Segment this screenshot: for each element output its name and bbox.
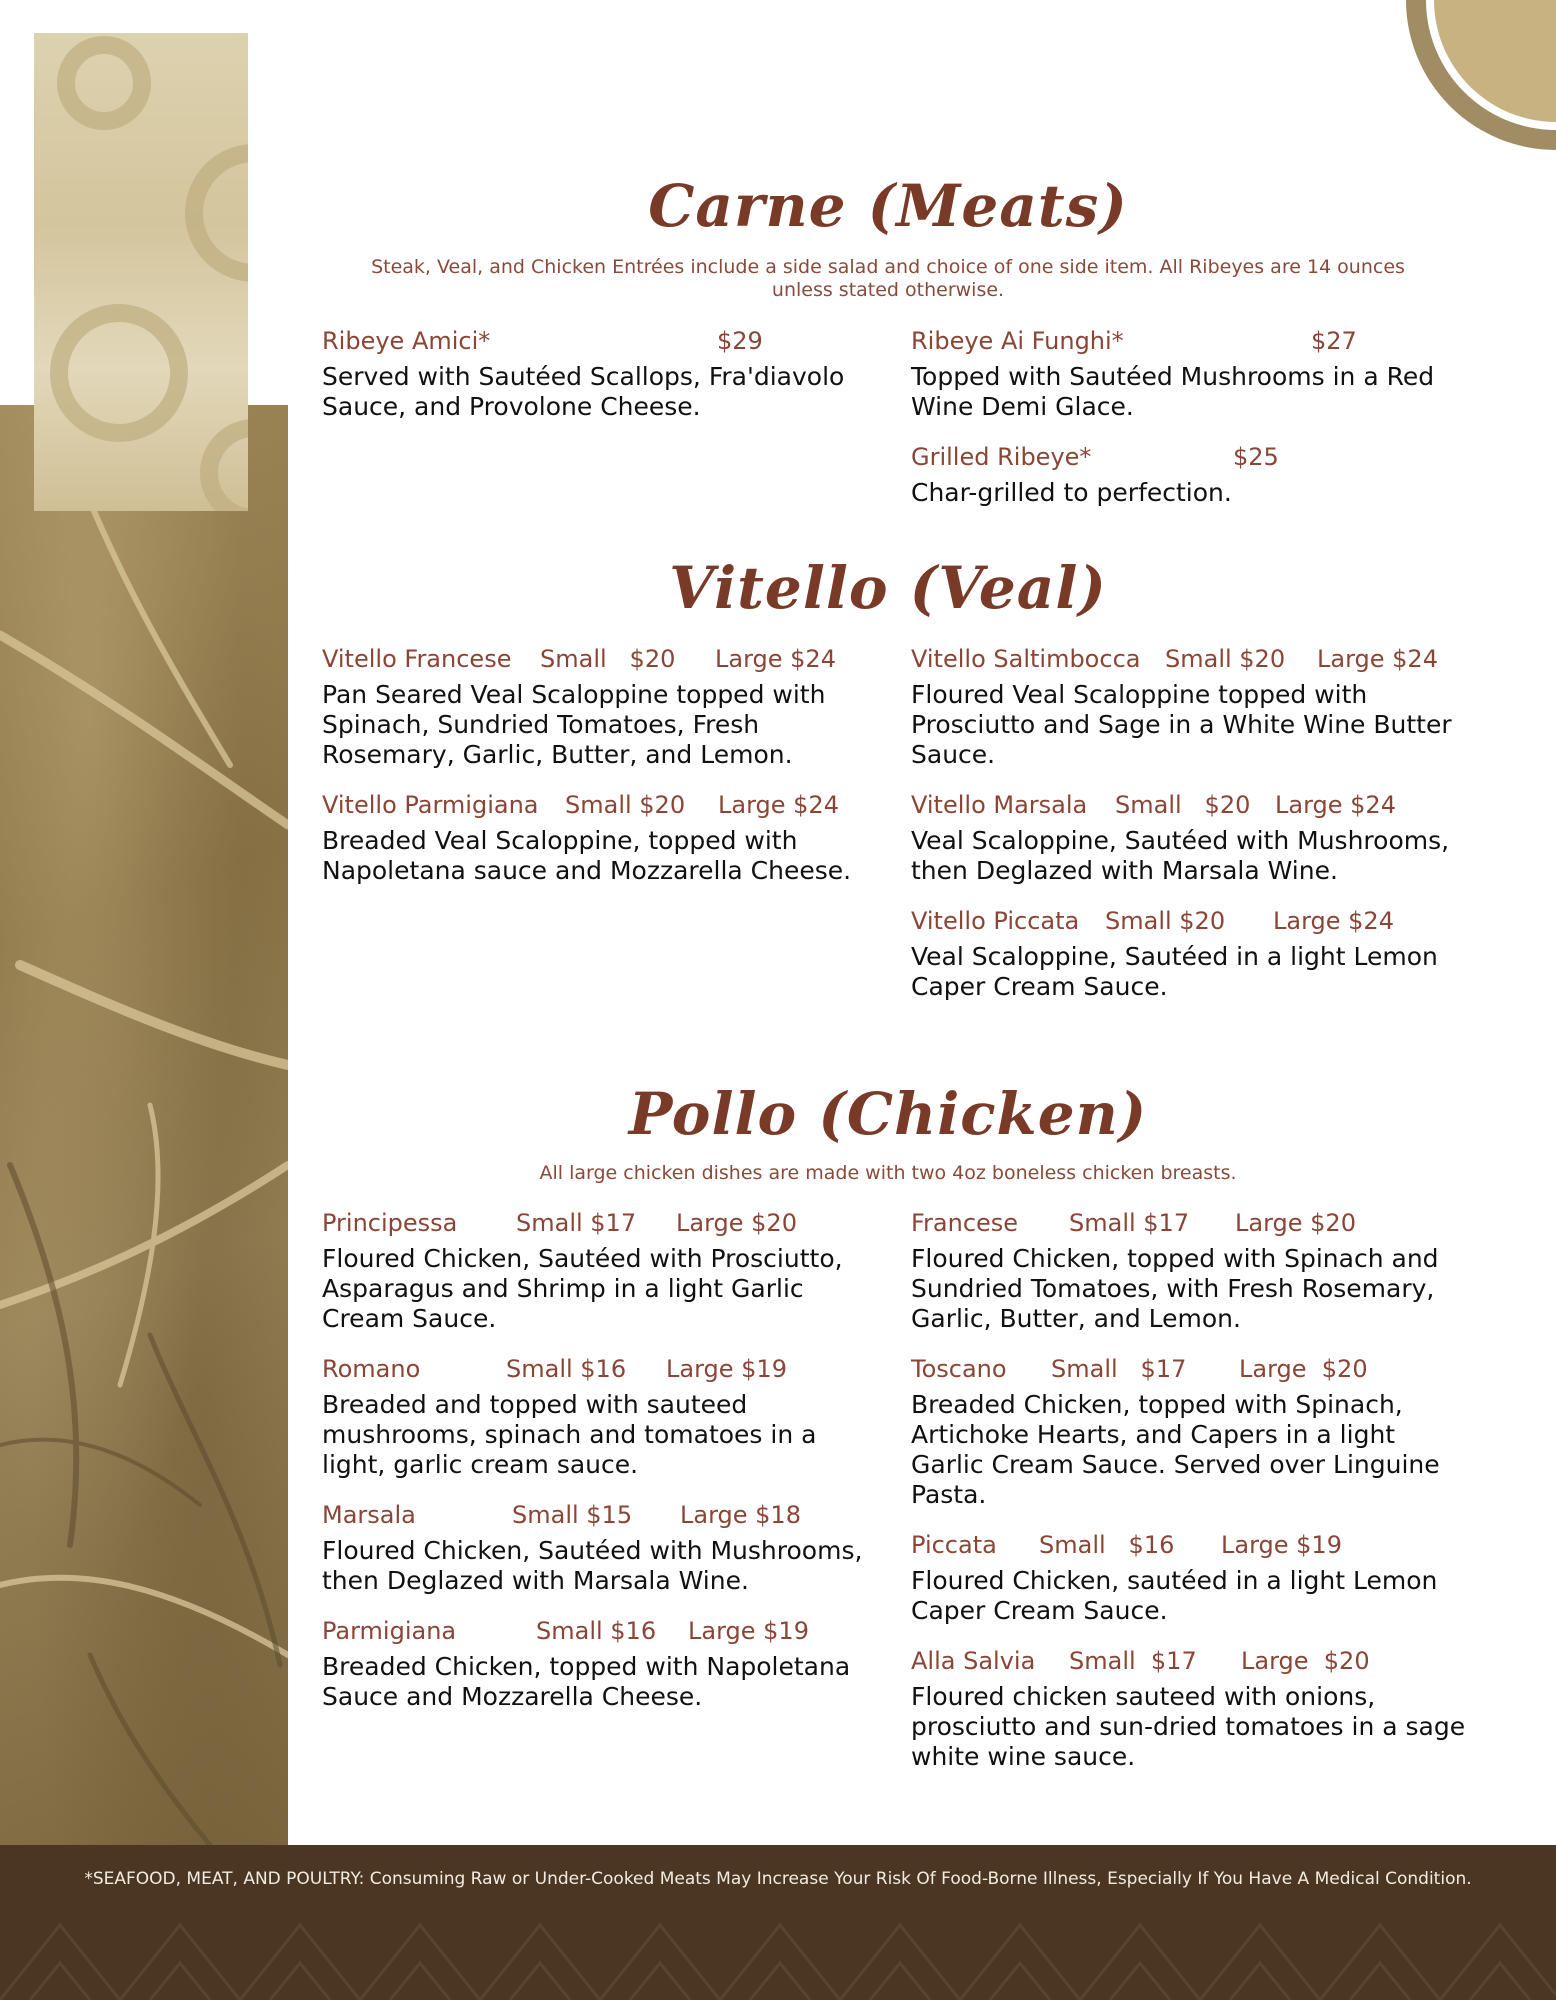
item-price-large: Large $24 [1275, 791, 1396, 819]
item-name: Ribeye Ai Funghi* [911, 327, 1124, 355]
item-name: Marsala [322, 1501, 416, 1529]
item-name: Romano [322, 1355, 421, 1383]
pollo-right-column [911, 1208, 1471, 1792]
menu-item [911, 790, 1471, 886]
item-description: Served with Sautéed Scallops, Fra'diavolo Sauce, and Provolone Cheese. [322, 362, 845, 421]
item-name: Piccata [911, 1531, 997, 1559]
section-title-pollo: Pollo (Chicken) [628, 1080, 1148, 1148]
item-price-large: Large $18 [680, 1501, 801, 1529]
item-price-small: Small $16 [506, 1355, 627, 1383]
item-description: Pan Seared Veal Scaloppine topped with Spinach, Sundried Tomatoes, Fresh Rosemary, Garlic, Butter, and Lemon. [322, 680, 826, 769]
item-price-large: Large $19 [688, 1617, 809, 1645]
item-price-small: Small $17 [1051, 1355, 1187, 1383]
menu-item [322, 790, 882, 886]
menu-item [322, 644, 882, 770]
pollo-left-column [322, 1208, 882, 1732]
item-description: Breaded Veal Scaloppine, topped with Napoletana sauce and Mozzarella Cheese. [322, 826, 852, 885]
decorative-left-band [0, 405, 288, 1845]
item-price-small: Small $20 [1105, 907, 1226, 935]
item-price-large: Large $24 [1317, 645, 1438, 673]
item-name: Vitello Francese [322, 645, 512, 673]
item-price-small: Small $20 [1115, 791, 1251, 819]
footer-band [0, 1845, 1556, 2000]
item-description: Topped with Sautéed Mushrooms in a Red Wine Demi Glace. [911, 362, 1435, 421]
menu-item [911, 442, 1471, 508]
item-description: Breaded and topped with sauteed mushrooms, spinach and tomatoes in a light, garlic cream sauce. [322, 1390, 817, 1479]
item-description: Veal Scaloppine, Sautéed with Mushrooms, then Deglazed with Marsala Wine. [911, 826, 1450, 885]
item-price-small: Small $16 [1039, 1531, 1175, 1559]
section-note-carne: Steak, Veal, and Chicken Entrées include a side salad and choice of one side item. All Ribeyes are 14 ounces unless stated otherwise. [371, 256, 1405, 301]
item-name: Vitello Parmigiana [322, 791, 539, 819]
vitello-left-column [322, 644, 882, 906]
item-description: Floured Chicken, Sautéed with Prosciutto, Asparagus and Shrimp in a light Garlic Cream Sauce. [322, 1244, 843, 1333]
item-price: $29 [717, 327, 763, 355]
item-description: Breaded Chicken, topped with Spinach, Artichoke Hearts, and Capers in a light Garlic Cream Sauce. Served over Linguine Pasta. [911, 1390, 1440, 1509]
item-description: Veal Scaloppine, Sautéed in a light Lemon Caper Cream Sauce. [911, 942, 1438, 1001]
menu-item [911, 1208, 1471, 1334]
item-description: Floured Chicken, topped with Spinach and Sundried Tomatoes, with Fresh Rosemary, Garlic, Butter, and Lemon. [911, 1244, 1439, 1333]
item-description: Floured Veal Scaloppine topped with Prosciutto and Sage in a White Wine Butter Sauce. [911, 680, 1452, 769]
vitello-right-column [911, 644, 1471, 1022]
section-note-pollo: All large chicken dishes are made with two 4oz boneless chicken breasts. [539, 1162, 1237, 1184]
item-price-small: Small $17 [516, 1209, 637, 1237]
branch-pattern-decoration [0, 405, 288, 1845]
item-price: $27 [1311, 327, 1357, 355]
item-name: Ribeye Amici* [322, 327, 491, 355]
item-price-small: Small $17 [1069, 1647, 1197, 1675]
menu-item [911, 644, 1471, 770]
item-price-large: Large $24 [718, 791, 839, 819]
item-price-large: Large $20 [1241, 1647, 1370, 1675]
item-price-large: Large $20 [676, 1209, 797, 1237]
item-price-small: Small $20 [1165, 645, 1286, 673]
menu-item [911, 1530, 1471, 1626]
item-description: Floured chicken sauteed with onions, prosciutto and sun-dried tomatoes in a sage white wine sauce. [911, 1682, 1466, 1771]
item-description: Floured Chicken, sautéed in a light Lemon Caper Cream Sauce. [911, 1566, 1438, 1625]
menu-item [322, 326, 882, 422]
item-name: Alla Salvia [911, 1647, 1036, 1675]
item-name: Francese [911, 1209, 1019, 1237]
item-name: Principessa [322, 1209, 458, 1237]
item-price-large: Large $19 [666, 1355, 787, 1383]
item-description: Breaded Chicken, topped with Napoletana Sauce and Mozzarella Cheese. [322, 1652, 851, 1711]
food-safety-disclaimer: *SEAFOOD, MEAT, AND POULTRY: Consuming Raw or Under-Cooked Meats May Increase Your Risk Of Food-Borne Illness, Especially If You Have A Medical Condition. [84, 1869, 1472, 1889]
item-name: Vitello Piccata [911, 907, 1080, 935]
item-price-large: Large $19 [1221, 1531, 1342, 1559]
item-price-small: Small $16 [536, 1617, 657, 1645]
decorative-texture-panel [34, 33, 248, 511]
item-price-small: Small $20 [540, 645, 676, 673]
item-price-large: Large $20 [1239, 1355, 1368, 1383]
menu-item [911, 1354, 1471, 1510]
carne-left-column [322, 326, 882, 442]
section-title-carne: Carne (Meats) [648, 172, 1128, 240]
item-price: $25 [1233, 443, 1279, 471]
item-description: Char-grilled to perfection. [911, 478, 1232, 507]
section-title-vitello: Vitello (Veal) [669, 554, 1107, 622]
item-price-small: Small $20 [565, 791, 686, 819]
item-name: Grilled Ribeye* [911, 443, 1092, 471]
item-price-large: Large $24 [715, 645, 836, 673]
menu-item [322, 1616, 882, 1712]
item-name: Vitello Saltimbocca [911, 645, 1141, 673]
item-price-small: Small $17 [1069, 1209, 1190, 1237]
menu-item [322, 1208, 882, 1334]
menu-item [911, 906, 1471, 1002]
item-price-small: Small $15 [512, 1501, 633, 1529]
item-name: Parmigiana [322, 1617, 457, 1645]
item-price-large: Large $20 [1235, 1209, 1356, 1237]
item-price-large: Large $24 [1273, 907, 1394, 935]
item-name: Vitello Marsala [911, 791, 1088, 819]
menu-item [322, 1354, 882, 1480]
menu-item [911, 1646, 1471, 1772]
item-name: Toscano [911, 1355, 1007, 1383]
menu-item [322, 1500, 882, 1596]
carne-right-column [911, 326, 1471, 528]
menu-item [911, 326, 1471, 422]
item-description: Floured Chicken, Sautéed with Mushrooms, then Deglazed with Marsala Wine. [322, 1536, 863, 1595]
